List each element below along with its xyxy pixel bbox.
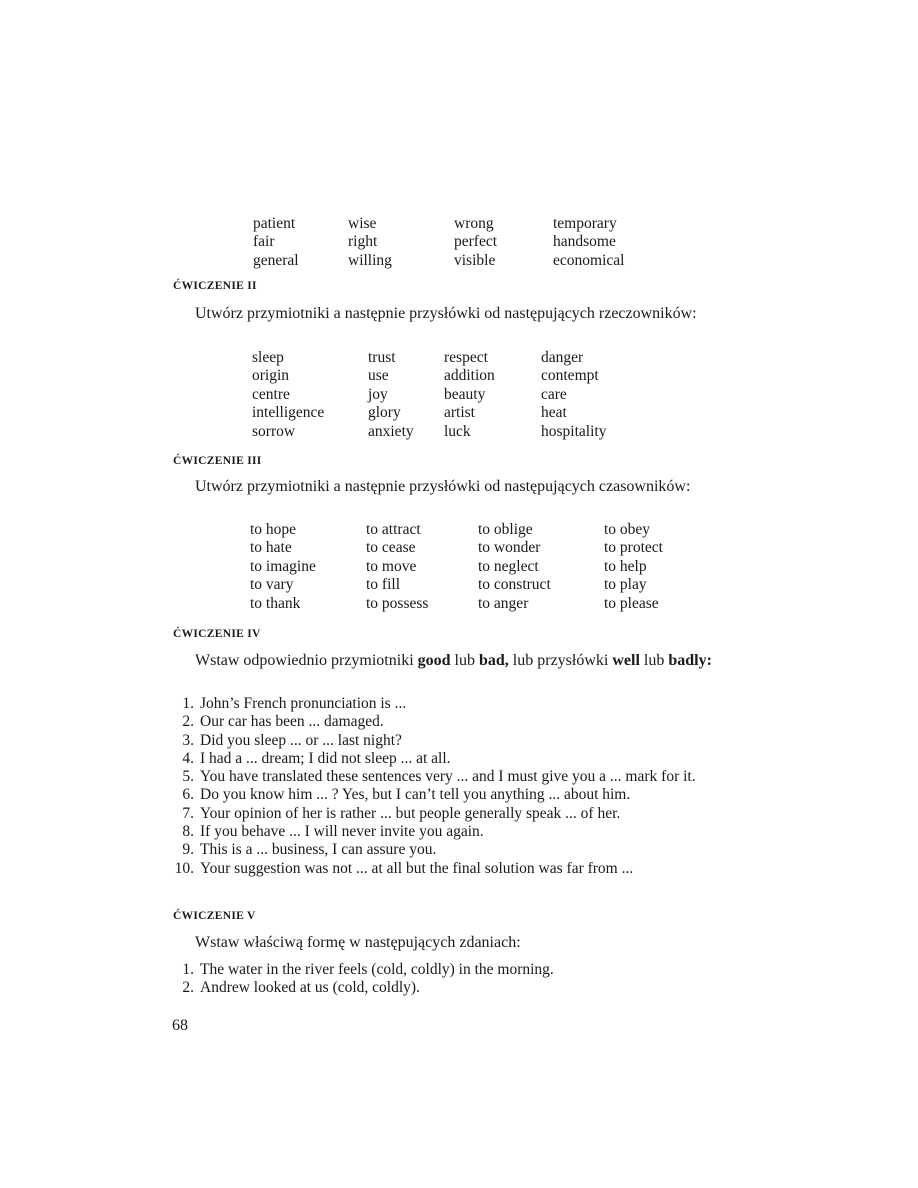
word: handsome — [553, 233, 616, 251]
word: contempt — [541, 367, 599, 385]
word: anxiety — [368, 422, 414, 440]
word: patient — [253, 215, 296, 232]
item-text: John’s French pronunciation is ... — [200, 695, 407, 712]
exercise-5-heading: ĆWICZENIE V — [173, 910, 256, 922]
item-number: 1. — [182, 695, 194, 712]
list-item — [170, 732, 722, 750]
word: to move — [366, 557, 417, 575]
word: glory — [368, 404, 401, 422]
word-column — [253, 215, 299, 270]
word: to anger — [478, 594, 529, 612]
exercise-2-heading: ĆWICZENIE II — [173, 280, 257, 292]
word: to oblige — [478, 521, 533, 538]
item-number: 2. — [182, 713, 194, 731]
item-number: 9. — [182, 841, 194, 859]
word: to play — [604, 576, 647, 594]
item-number: 1. — [182, 961, 194, 978]
instruction-text: Wstaw odpowiednio przymiotniki — [195, 652, 418, 669]
word: to cease — [366, 539, 416, 557]
list-item — [170, 786, 722, 804]
word: general — [253, 251, 299, 269]
instruction-colon: : — [706, 652, 712, 669]
list-item — [170, 961, 722, 979]
word: to imagine — [250, 557, 316, 575]
word-column — [454, 215, 497, 270]
keyword-bad: bad, — [479, 652, 509, 669]
exercise-4-sentence-list — [170, 695, 722, 878]
item-number: 3. — [182, 731, 194, 749]
word-column — [541, 349, 606, 441]
item-text: You have translated these sentences very ... and I must give you a ... mark for it. — [200, 768, 696, 786]
item-number: 8. — [182, 823, 194, 841]
item-text: I had a ... dream; I did not sleep ... at all. — [200, 749, 451, 767]
item-text: Did you sleep ... or ... last night? — [200, 731, 402, 749]
item-text: The water in the river feels (cold, coldly) in the morning. — [200, 961, 554, 978]
page-number: 68 — [172, 1017, 188, 1034]
word: addition — [444, 367, 495, 385]
word: respect — [444, 349, 488, 366]
exercise-5-sentence-list — [170, 961, 722, 998]
word: to possess — [366, 594, 429, 612]
item-text: This is a ... business, I can assure you. — [200, 841, 437, 859]
word: artist — [444, 404, 475, 422]
word: wise — [348, 215, 377, 232]
item-number: 4. — [182, 749, 194, 767]
word: to protect — [604, 539, 663, 557]
list-item — [170, 841, 722, 859]
word: danger — [541, 349, 584, 366]
instruction-text: lub — [450, 652, 479, 669]
word: to wonder — [478, 539, 541, 557]
keyword-badly: badly — [668, 652, 707, 669]
word: luck — [444, 422, 471, 440]
word: sorrow — [252, 422, 296, 440]
item-text: Your opinion of her is rather ... but people generally speak ... of her. — [200, 804, 621, 822]
word: willing — [348, 251, 392, 269]
item-text: Your suggestion was not ... at all but the final solution was far from ... — [200, 859, 634, 877]
word: to neglect — [478, 557, 539, 575]
item-number: 7. — [182, 804, 194, 822]
word: to obey — [604, 521, 651, 538]
item-number: 10. — [174, 859, 194, 877]
exercise-4-heading: ĆWICZENIE IV — [173, 628, 261, 640]
word-column — [366, 521, 428, 613]
list-item — [170, 823, 722, 841]
list-item — [170, 805, 722, 823]
word-column — [348, 215, 392, 270]
word: care — [541, 385, 567, 403]
word: to fill — [366, 576, 401, 594]
exercise-4-instruction — [173, 651, 719, 670]
word: wrong — [454, 215, 494, 232]
item-text: Andrew looked at us (cold, coldly). — [200, 979, 420, 997]
list-item — [170, 750, 722, 768]
list-item — [170, 979, 722, 997]
word: fair — [253, 233, 275, 251]
word-column — [478, 521, 551, 613]
word-column — [368, 349, 414, 441]
instruction-text: lub przysłówki — [508, 652, 613, 669]
word: to help — [604, 557, 647, 575]
keyword-well: well — [612, 652, 640, 669]
item-number: 2. — [182, 979, 194, 997]
word: to please — [604, 594, 659, 612]
instruction-text: lub — [639, 652, 669, 669]
word: visible — [454, 251, 496, 269]
word: joy — [368, 385, 388, 403]
word: centre — [252, 385, 290, 403]
item-text: If you behave ... I will never invite you again. — [200, 823, 484, 841]
list-item — [170, 695, 722, 713]
word: use — [368, 367, 389, 385]
exercise-5-instruction — [173, 933, 719, 952]
word: trust — [368, 349, 396, 366]
list-item — [170, 713, 722, 731]
item-text: Do you know him ... ? Yes, but I can’t tell you anything ... about him. — [200, 786, 631, 804]
word-column — [553, 215, 624, 270]
word-column — [252, 349, 324, 441]
list-item — [170, 768, 722, 786]
word: to hate — [250, 539, 292, 557]
word-column — [250, 521, 316, 613]
word: origin — [252, 367, 290, 385]
item-number: 5. — [182, 768, 194, 786]
exercise-2-instruction — [173, 304, 719, 323]
word: economical — [553, 251, 625, 269]
word: temporary — [553, 215, 617, 232]
exercise-3-heading: ĆWICZENIE III — [173, 455, 262, 467]
keyword-good: good — [417, 652, 451, 669]
item-text: Our car has been ... damaged. — [200, 713, 384, 731]
word: perfect — [454, 233, 498, 251]
instruction-text: Wstaw właściwą formę w następujących zdaniach: — [195, 934, 521, 951]
item-number: 6. — [182, 786, 194, 804]
word-column — [444, 349, 495, 441]
word: to thank — [250, 594, 301, 612]
list-item — [170, 860, 722, 878]
instruction-text: Utwórz przymiotniki a następnie przysłówki od następujących czasowników: — [195, 478, 691, 495]
word-column — [604, 521, 663, 613]
word: to attract — [366, 521, 421, 538]
word: sleep — [252, 349, 284, 366]
word: right — [348, 233, 378, 251]
word: to vary — [250, 576, 294, 594]
word: intelligence — [252, 404, 325, 422]
exercise-3-instruction — [173, 477, 719, 496]
word: beauty — [444, 385, 486, 403]
word: to hope — [250, 521, 297, 538]
instruction-text: Utwórz przymiotniki a następnie przysłówki od następujących rzeczowników: — [195, 305, 697, 322]
word: to construct — [478, 576, 551, 594]
word: hospitality — [541, 422, 607, 440]
word: heat — [541, 404, 567, 422]
